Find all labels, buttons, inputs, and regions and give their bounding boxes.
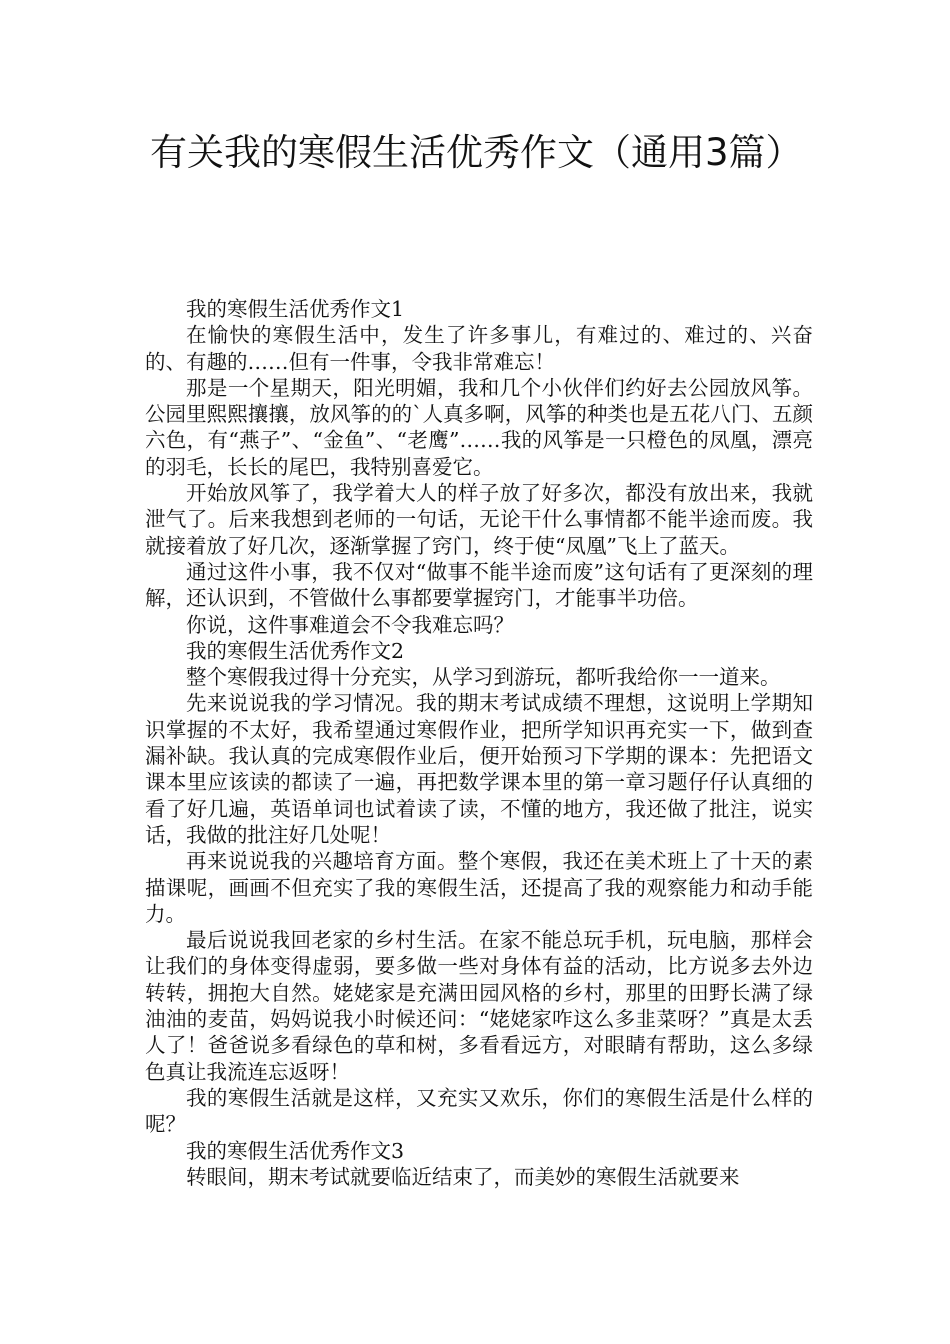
paragraph: 那是一个星期天，阳光明媚，我和几个小伙伴们约好去公园放风筝。公园里熙熙攘攘，放风筝的的`人真多啊，风筝的种类也是五花八门、五颜六色，有“燕子”、“金鱼”、“老鹰”……我的风筝是一只橙色的凤凰，漂亮的羽毛，长长的尾巴，我特别喜爱它。 <box>145 375 813 479</box>
paragraph: 通过这件小事，我不仅对“做事不能半途而废”这句话有了更深刻的理解，还认识到，不管做什么事都要掌握窍门，才能事半功倍。 <box>145 559 813 611</box>
paragraph: 开始放风筝了，我学着大人的样子放了好多次，都没有放出来，我就泄气了。后来我想到老师的一句话，无论干什么事情都不能半途而废。我就接着放了好几次，逐渐掌握了窍门，终于使“凤凰”飞上了蓝天。 <box>145 481 813 558</box>
paragraph: 你说，这件事难道会不令我难忘吗？ <box>186 612 514 637</box>
paragraph: 最后说说我回老家的乡村生活。在家不能总玩手机，玩电脑，那样会让我们的身体变得虚弱，要多做一些对身体有益的活动，比方说多去外边转转，拥抱大自然。姥姥家是充满田园风格的乡村，那里的田野长满了绿油油的麦苗，妈妈说我小时候还问：“姥姥家咋这么多韭菜呀？”真是太丢人了！爸爸说多看绿色的草和树，多看看远方，对眼睛有帮助，这么多绿色真让我流连忘返呀！ <box>145 928 813 1084</box>
paragraph: 在愉快的寒假生活中，发生了许多事儿，有难过的、难过的、兴奋的、有趣的……但有一件事，令我非常难忘！ <box>145 323 813 374</box>
paragraph: 再来说说我的兴趣培育方面。整个寒假，我还在美术班上了十天的素描课呢，画画不但充实了我的寒假生活，还提高了我的观察能力和动手能力。 <box>145 849 813 926</box>
document-body <box>145 296 813 1190</box>
section-heading: 我的寒假生活优秀作文2 <box>186 638 405 663</box>
paragraph: 我的寒假生活就是这样，又充实又欢乐，你们的寒假生活是什么样的呢？ <box>145 1085 813 1137</box>
section-heading: 我的寒假生活优秀作文1 <box>186 297 405 321</box>
section-heading: 我的寒假生活优秀作文3 <box>186 1138 405 1163</box>
paragraph: 整个寒假我过得十分充实，从学习到游玩，都听我给你一一道来。 <box>186 665 781 690</box>
paragraph: 先来说说我的学习情况。我的期末考试成绩不理想，这说明上学期知识掌握的不太好，我希望通过寒假作业，把所学知识再充实一下，做到查漏补缺。我认真的完成寒假作业后，便开始预习下学期的课本：先把语文课本里应该读的都读了一遍，再把数学课本里的第一章习题仔仔认真细的看了好几遍，英语单词也试着读了读，不懂的地方，我还做了批注，说实话，我做的批注好几处呢！ <box>145 691 813 847</box>
document-title: 有关我的寒假生活优秀作文（通用3篇） <box>150 131 803 174</box>
paragraph: 转眼间，期末考试就要临近结束了，而美妙的寒假生活就要来 <box>186 1164 740 1189</box>
